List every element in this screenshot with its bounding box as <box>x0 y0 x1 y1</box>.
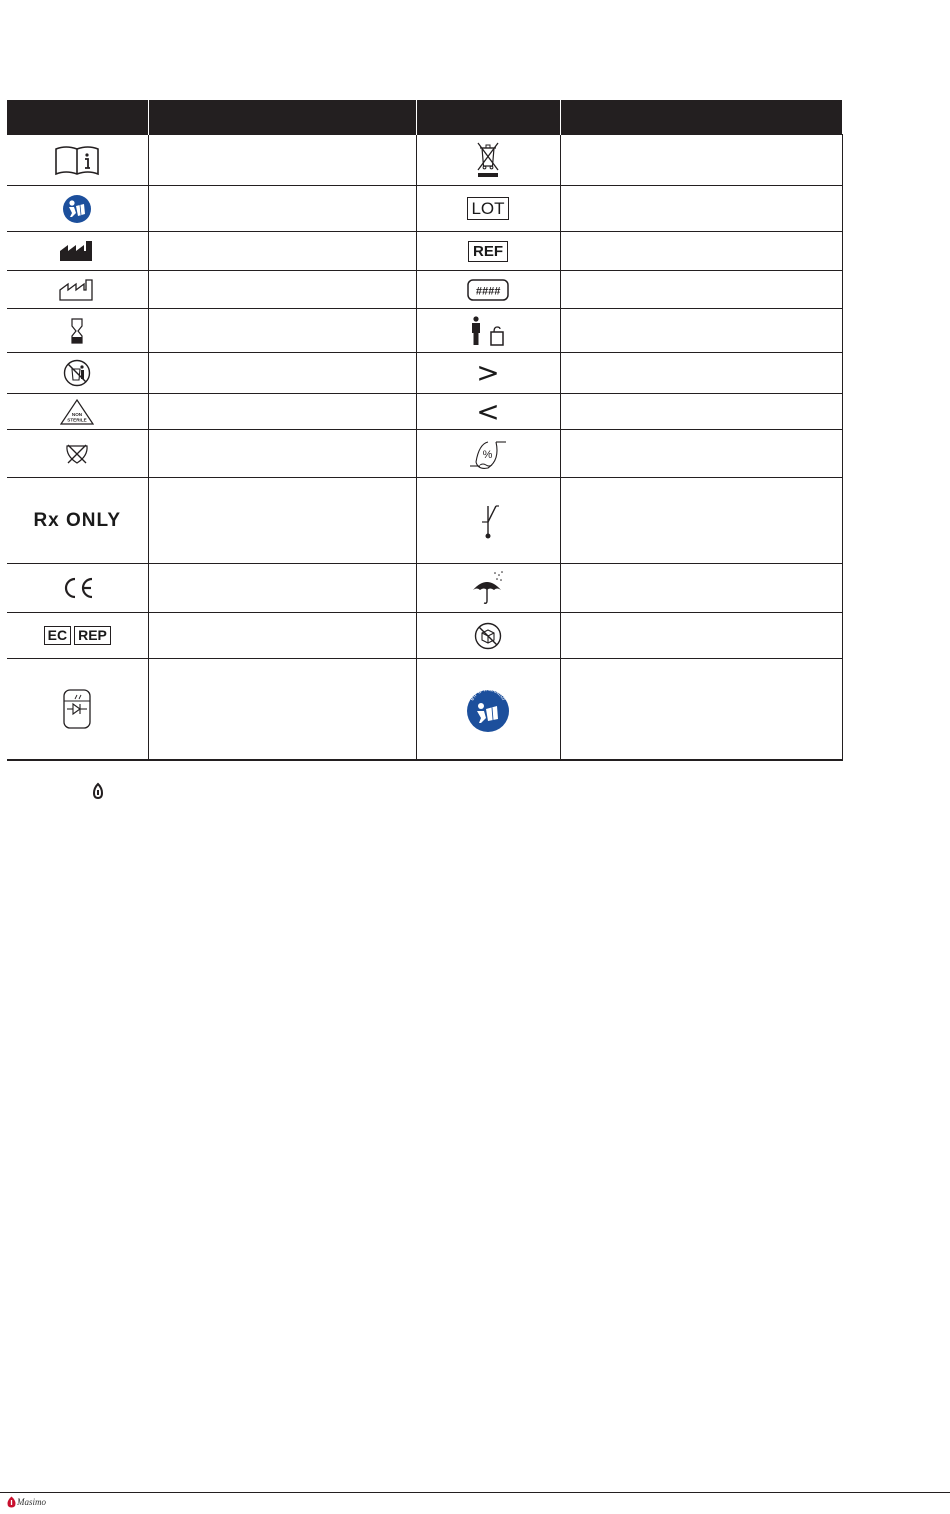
rx-only-label: Rx ONLY <box>33 509 122 531</box>
description-cell <box>148 430 416 478</box>
symbol-cell <box>416 613 560 659</box>
eifu-indicator-icon <box>464 685 512 733</box>
manufacturer-icon <box>59 240 95 262</box>
table-row <box>7 135 842 186</box>
symbol-cell <box>416 135 560 186</box>
table-row <box>7 232 842 271</box>
symbol-cell <box>7 186 148 232</box>
table-row <box>7 394 842 430</box>
symbol-cell <box>416 478 560 564</box>
symbol-cell <box>416 430 560 478</box>
less-than-icon: < <box>476 394 500 428</box>
footer-divider <box>0 1492 950 1493</box>
header-symbol-col-2 <box>416 100 560 135</box>
latex-free-icon <box>65 443 89 465</box>
description-cell <box>148 394 416 430</box>
masimo-logo-icon <box>7 1496 16 1508</box>
description-cell <box>560 135 842 186</box>
weee-crossed-bin-icon <box>474 140 502 180</box>
description-cell <box>148 309 416 353</box>
description-cell <box>560 232 842 271</box>
symbol-cell <box>7 478 148 564</box>
table-row <box>7 478 842 564</box>
description-cell <box>148 353 416 394</box>
symbol-cell <box>7 659 148 760</box>
humidity-label: % <box>482 448 493 461</box>
brand-name: Masimo <box>17 1497 46 1507</box>
non-sterile-icon <box>60 399 94 425</box>
greater-than-icon: > <box>476 356 500 389</box>
description-cell <box>560 564 842 613</box>
do-not-discard-icon <box>63 359 91 387</box>
symbol-cell <box>7 135 148 186</box>
table-row <box>7 430 842 478</box>
footnote-symbol-icon <box>92 782 104 800</box>
humidity-limitation-icon <box>468 436 508 472</box>
table-row <box>7 613 842 659</box>
table-row <box>7 564 842 613</box>
keep-dry-umbrella-icon <box>471 570 505 606</box>
consult-instructions-icon <box>54 144 100 176</box>
serial-number-icon <box>467 279 509 301</box>
symbol-cell <box>416 659 560 760</box>
description-cell <box>148 613 416 659</box>
lot-number-icon: LOT <box>467 197 508 220</box>
follow-instructions-icon <box>62 194 92 224</box>
non-sterile-line1: NON <box>72 411 83 417</box>
description-cell <box>148 232 416 271</box>
symbol-cell <box>7 271 148 309</box>
description-cell <box>560 353 842 394</box>
description-cell <box>560 430 842 478</box>
do-not-use-if-damaged-icon <box>474 622 502 650</box>
symbol-cell <box>7 232 148 271</box>
footer-logo <box>7 1496 46 1508</box>
description-cell <box>560 613 842 659</box>
table-row <box>7 353 842 394</box>
patient-weight-icon <box>469 316 507 346</box>
header-description-col-1 <box>148 100 416 135</box>
header-description-col-2 <box>560 100 842 135</box>
description-cell <box>560 271 842 309</box>
description-cell <box>148 564 416 613</box>
table-row <box>7 309 842 353</box>
symbol-cell <box>416 309 560 353</box>
description-cell <box>560 309 842 353</box>
ce-mark-icon <box>60 577 94 599</box>
symbol-cell <box>416 232 560 271</box>
temperature-limitation-icon <box>475 502 501 540</box>
description-cell <box>560 186 842 232</box>
light-emitting-sensor-icon <box>63 689 91 729</box>
symbols-table <box>7 100 843 761</box>
description-cell <box>148 659 416 760</box>
symbol-cell <box>7 394 148 430</box>
catalogue-number-icon: REF <box>468 241 508 262</box>
description-cell <box>148 135 416 186</box>
symbol-cell <box>7 353 148 394</box>
rep-label: REP <box>74 626 111 645</box>
description-cell <box>560 478 842 564</box>
symbol-cell <box>416 271 560 309</box>
header-symbol-col-1 <box>7 100 148 135</box>
table-row <box>7 271 842 309</box>
ec-rep-icon <box>44 626 111 645</box>
symbol-cell <box>416 564 560 613</box>
symbol-cell <box>416 394 560 430</box>
expiration-date-hourglass-icon <box>70 318 84 344</box>
description-cell <box>148 186 416 232</box>
symbol-cell <box>7 564 148 613</box>
date-of-manufacture-icon <box>59 279 95 301</box>
description-cell <box>560 394 842 430</box>
description-cell <box>560 659 842 760</box>
non-sterile-line2: STERILE <box>67 417 87 422</box>
description-cell <box>148 478 416 564</box>
table-row <box>7 186 842 232</box>
ec-label: EC <box>44 626 71 645</box>
serial-number-label: #### <box>475 285 501 297</box>
description-cell <box>148 271 416 309</box>
symbol-cell <box>7 309 148 353</box>
table-header-row <box>7 100 842 135</box>
symbol-cell <box>7 430 148 478</box>
symbol-cell <box>416 353 560 394</box>
symbol-cell <box>416 186 560 232</box>
symbol-cell <box>7 613 148 659</box>
table-row <box>7 659 842 760</box>
eifu-indicator-label: eIFU Indicator <box>469 686 507 702</box>
